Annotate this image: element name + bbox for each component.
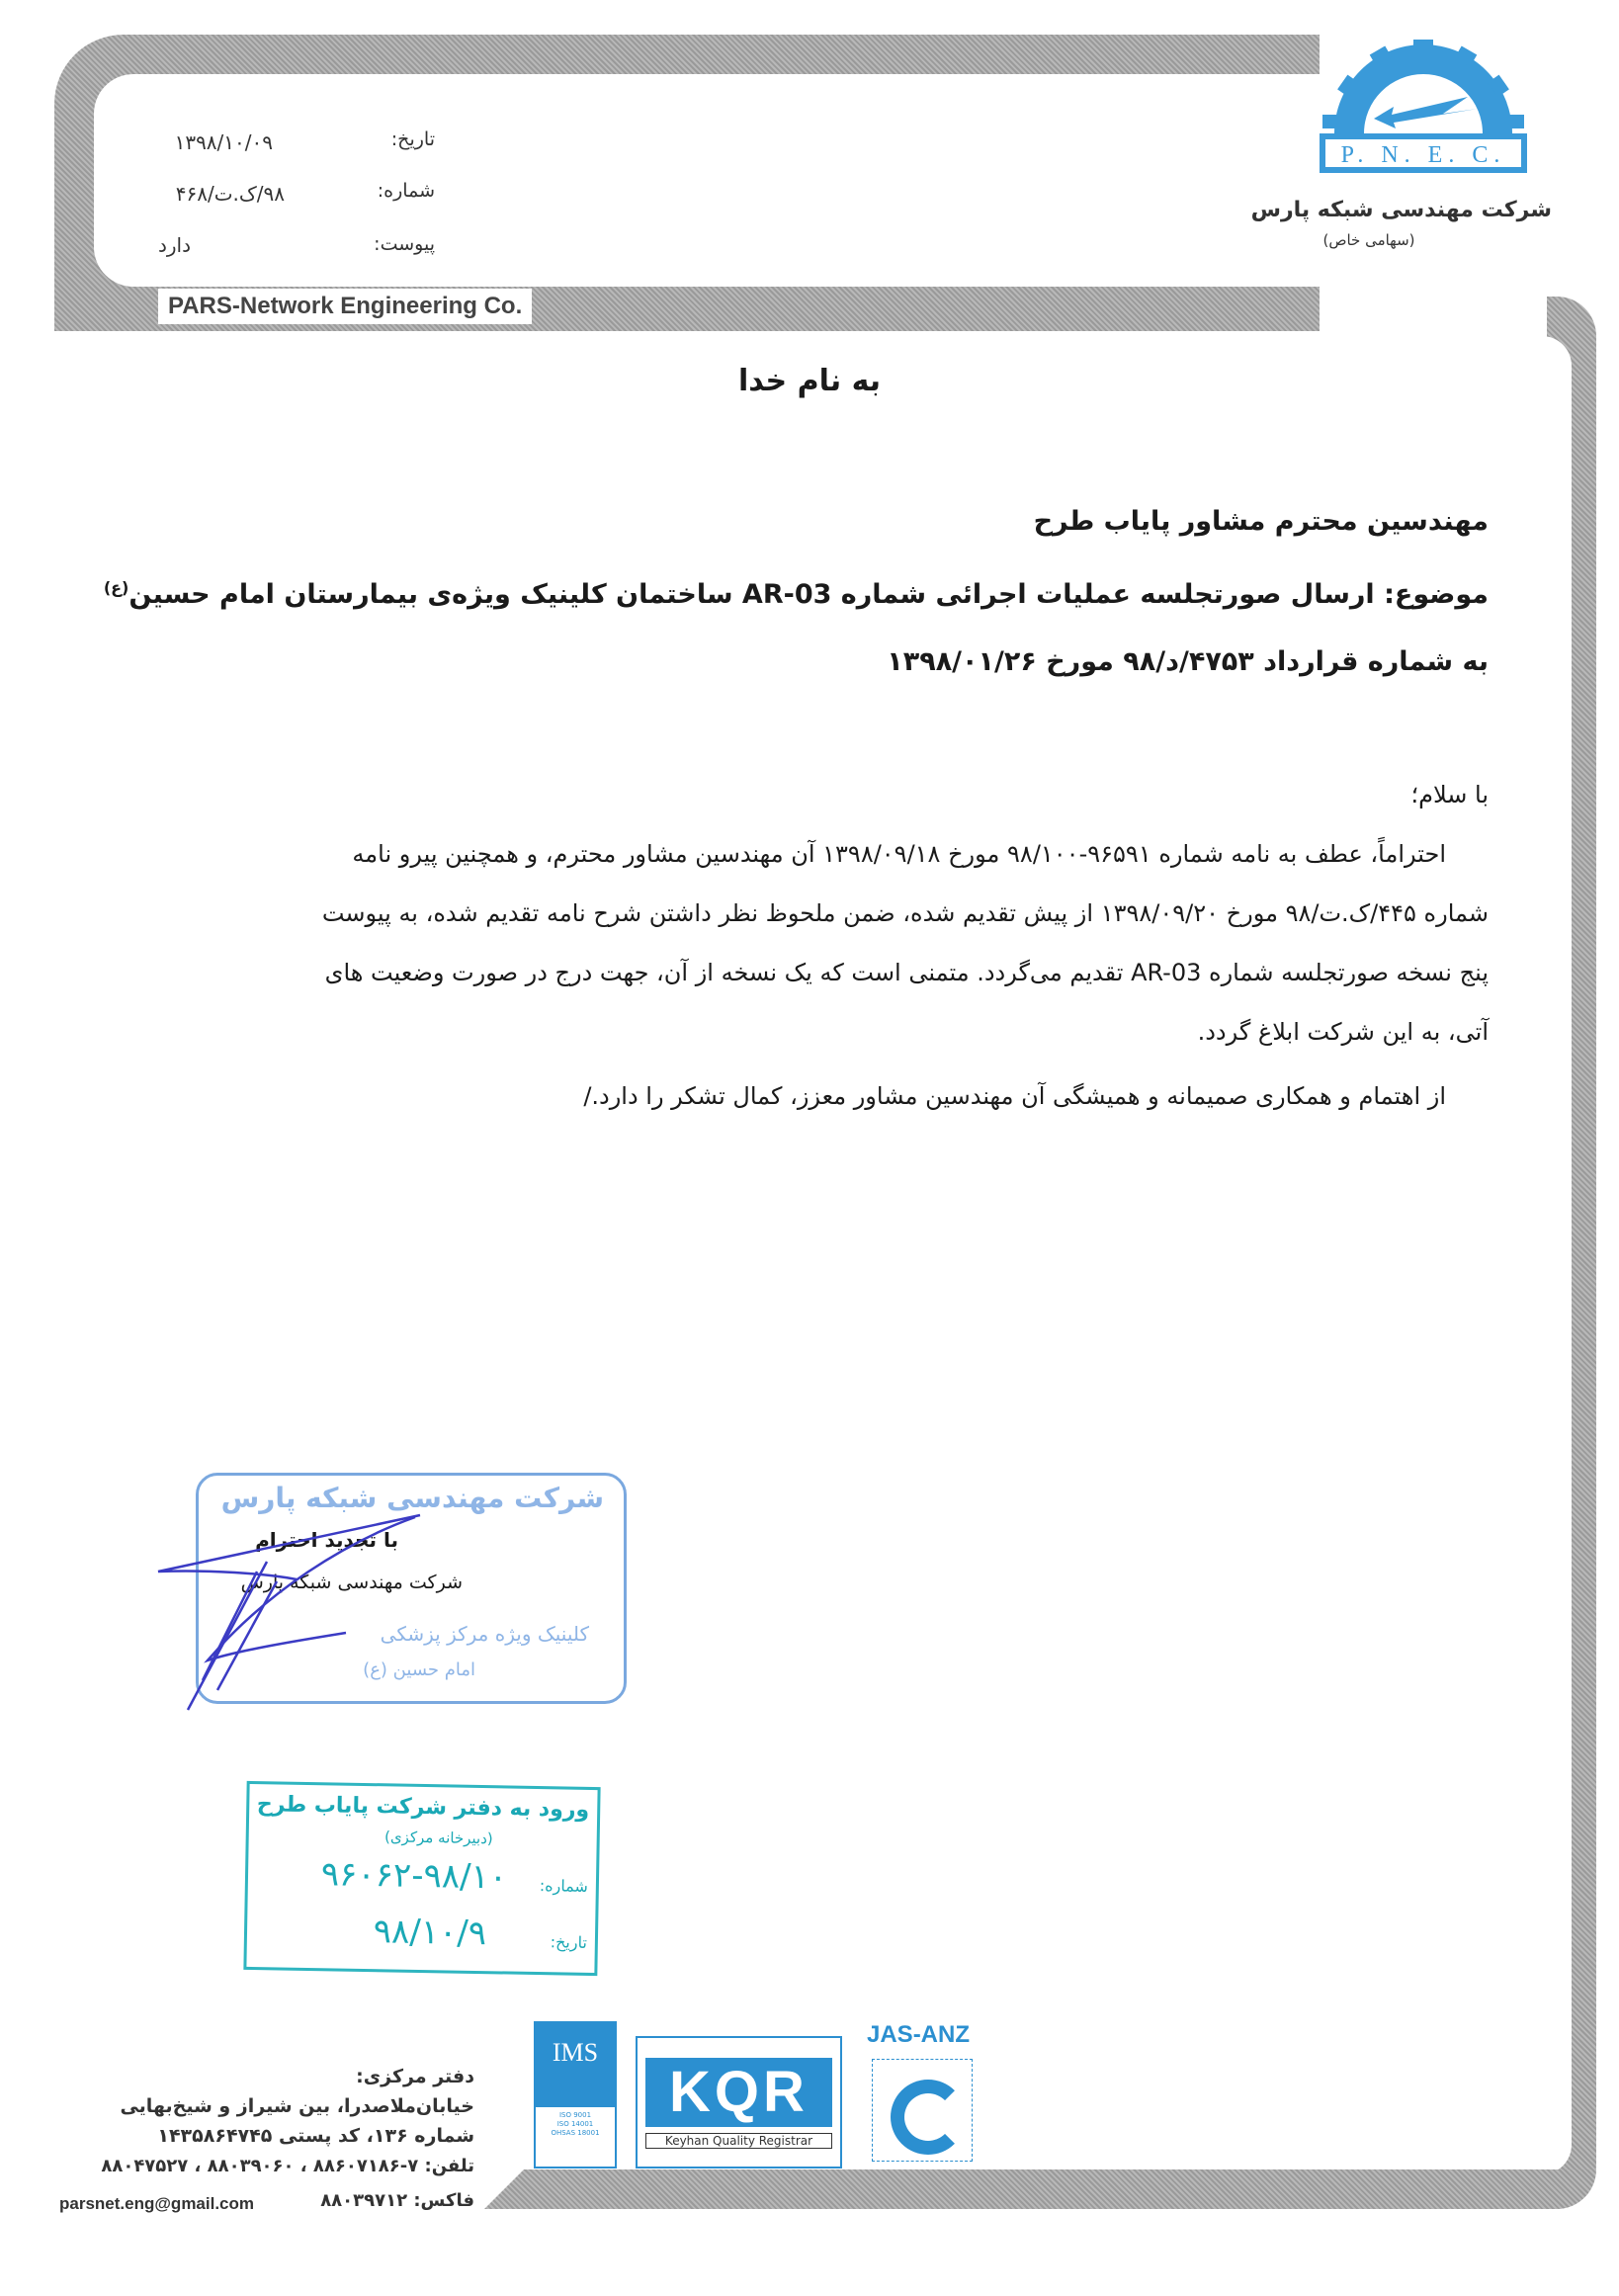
company-name-en: PARS-Network Engineering Co.	[158, 289, 532, 324]
logo-acronym: P. N. E. C.	[1340, 142, 1506, 168]
date-label: تاریخ:	[390, 128, 435, 150]
paragraph-line: آتی، به این شرکت ابلاغ گردد.	[1197, 1018, 1489, 1046]
subject-superscript: (ع)	[103, 578, 129, 597]
ims-standard: ISO 14001	[556, 2120, 594, 2128]
subject-text: موضوع: ارسال صورتجلسه عملیات اجرائی شماره AR-03 ساختمان کلینیک ویژه‌ی بیمارستان امام حسین	[128, 579, 1489, 610]
paragraph-line: شماره ۴۴۵/ک.ت/۹۸ مورخ ۱۳۹۸/۰۹/۲۰ از پیش تقدیم شده، ضمن ملحوظ نظر داشتن شرح نامه تقدیم شده، به پیوست	[321, 899, 1489, 927]
received-stamp	[243, 1781, 600, 1976]
greeting: با سلام؛	[1410, 781, 1489, 808]
signature	[148, 1502, 445, 1720]
stamp-line-3: امام حسین (ع)	[363, 1659, 475, 1680]
address-line-2: شماره ۱۳۶، کد پستی ۱۴۳۵۸۶۴۷۴۵	[157, 2125, 474, 2147]
signatory: شرکت مهندسی شبکه پارس	[240, 1572, 463, 1593]
logo-company-fa: شرکت مهندسی شبکه پارس	[1250, 198, 1552, 222]
invocation: به نام خدا	[737, 364, 882, 398]
number-label: شماره:	[377, 180, 435, 202]
kqr-name: Keyhan Quality Registrar	[645, 2133, 832, 2149]
stamp-line-2: کلینیک ویژه مرکز پزشکی	[380, 1622, 589, 1646]
attachment-label: پیوست:	[374, 233, 435, 255]
header-panel	[94, 74, 1379, 287]
kqr-cert-logo	[636, 2036, 842, 2168]
received-title: ورود به دفتر شرکت پایاب طرح	[256, 1792, 590, 1823]
attachment-value: دارد	[157, 233, 191, 257]
date-value: ۱۳۹۸/۱۰/۰۹	[174, 130, 273, 154]
number-value: ۹۸/ک.ت/۴۶۸	[175, 182, 285, 206]
jas-anz-c-icon	[891, 2080, 966, 2155]
kqr-label: KQR	[645, 2058, 832, 2127]
paragraph-line: پنج نسخه صورتجلسه شماره AR-03 تقدیم می‌گردد. متمنی است که یک نسخه از آن، جهت درج در صورت وضعیت های	[324, 959, 1489, 986]
recipient: مهندسین محترم مشاور پایاب طرح	[1033, 506, 1489, 537]
subject-line-2: به شماره قرارداد ۴۷۵۳/د/۹۸ مورخ ۱۳۹۸/۰۱/۲۶	[887, 646, 1489, 677]
email-link[interactable]: parsnet.eng@gmail.com	[59, 2194, 255, 2213]
office-title: دفتر مرکزی:	[356, 2066, 474, 2087]
stamp-line-1: شرکت مهندسی شبکه پارس	[220, 1482, 604, 1514]
logo-company-type: (سهامی خاص)	[1322, 231, 1415, 249]
received-number-value: ۹۶۰۶۲-۹۸/۱۰	[320, 1854, 508, 1898]
received-number-label: شماره:	[539, 1876, 589, 1896]
address-line-1: خیابان‌ملاصدرا، بین شیراز و شیخ‌بهایی	[120, 2095, 474, 2117]
ims-cert-logo	[534, 2021, 617, 2168]
ims-standard: ISO 9001	[558, 2111, 592, 2119]
phone: تلفن: ۷-۸۸۶۰۷۱۸۶ ، ۸۸۰۳۹۰۶۰ ، ۸۸۰۴۷۵۲۷	[101, 2156, 474, 2176]
paragraph-line: احتراماً، عطف به نامه شماره ۹۶۵۹۱-۹۸/۱۰۰ مورخ ۱۳۹۸/۰۹/۱۸ آن مهندسین مشاور محترم، و همچنین پیرو نامه	[352, 840, 1446, 868]
ims-standard: OHSAS 18001	[551, 2129, 600, 2137]
closing: از اهتمام و همکاری صمیمانه و همیشگی آن مهندسین مشاور معزز، کمال تشکر را دارد./	[583, 1082, 1446, 1110]
fax: فاکس: ۸۸۰۳۹۷۱۲	[320, 2190, 474, 2211]
jas-anz-logo	[872, 2059, 973, 2162]
subject-line-1	[104, 578, 1489, 610]
signoff: با تجدید احترام	[255, 1528, 398, 1552]
received-date-label: تاریخ:	[550, 1932, 588, 1952]
ims-label: IMS	[536, 2023, 615, 2107]
received-subtitle: (دبیرخانه مرکزی)	[383, 1828, 493, 1848]
body-frame-bottom	[484, 2169, 1596, 2209]
jas-anz-label: JAS-ANZ	[867, 2021, 971, 2048]
received-date-value: ۹۸/۱۰/۹	[373, 1912, 487, 1954]
